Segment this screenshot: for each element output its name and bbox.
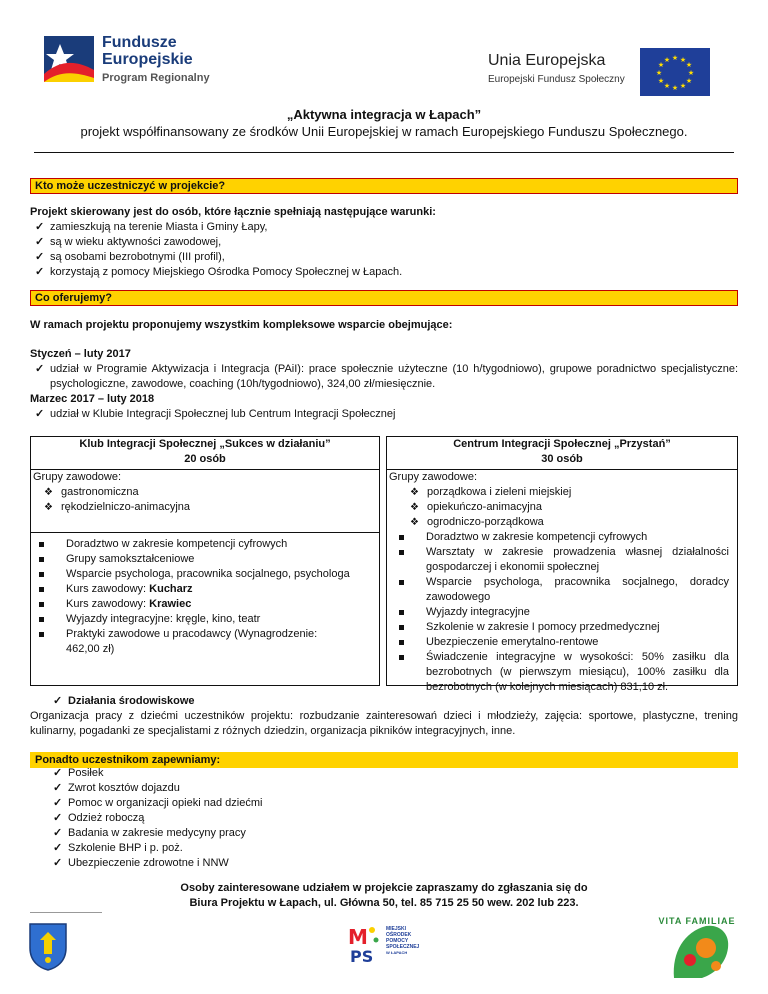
svg-text:★: ★ <box>687 69 695 77</box>
cis-groups-label: Grupy zawodowe: <box>389 471 478 483</box>
list-item: Wyjazdy integracyjne: kręgle, kino, teatr <box>31 612 363 627</box>
list-item: ✓ Posiłek <box>48 766 648 781</box>
mops-line: SPOŁECZNEJ <box>386 944 420 950</box>
env-heading: ✓ Działania środowiskowe <box>48 694 738 709</box>
list-item: Wyjazdy integracyjne <box>391 605 729 620</box>
footer-line2: Biura Projektu w Łapach, ul. Główna 50, tel. 85 715 25 50 wew. 202 lub 223. <box>189 897 579 909</box>
period1-list <box>30 362 738 392</box>
cis-title: Centrum Integracji Społecznej „Przystań” <box>453 438 671 450</box>
list-item <box>31 582 363 597</box>
provide-heading: Ponadto uczestnikom zapewniamy: <box>30 752 738 768</box>
list-item: ✓ Ubezpieczenie zdrowotne i NNW <box>48 856 648 871</box>
period2-list <box>30 407 738 422</box>
svg-text:M: M <box>348 925 368 949</box>
kurs2-value: Krawiec <box>149 598 192 610</box>
list-item <box>31 597 363 612</box>
project-subtitle: projekt współfinansowany ze środków Unii Europejskiej w ramach Europejskiego Funduszu Społecznego. <box>80 124 688 139</box>
mops-line: POMOCY <box>386 938 409 944</box>
env-list <box>48 694 738 709</box>
list-item: ✓ są w wieku aktywności zawodowej, <box>30 235 730 250</box>
svg-text:★: ★ <box>685 77 693 85</box>
list-item: ✓ Badania w zakresie medycyny pracy <box>48 826 648 841</box>
list-item: ✓ udział w Klubie Integracji Społecznej lub Centrum Integracji Społecznej <box>30 407 738 422</box>
fe-logo-line2: Europejskie <box>102 51 193 68</box>
cis-header <box>387 437 737 470</box>
svg-text:★: ★ <box>685 61 693 69</box>
kis-groups-label: Grupy zawodowe: <box>33 471 122 483</box>
list-item: Warsztaty w zakresie prowadzenia własnej działalności gospodarczej i ekonomii społecznej <box>391 545 729 575</box>
svg-text:★: ★ <box>657 61 665 69</box>
svg-text:★: ★ <box>671 84 679 92</box>
vita-familiae-logo <box>654 912 740 984</box>
kis-title: Klub Integracji Społecznej „Sukces w działaniu” <box>79 438 331 450</box>
list-item: Wsparcie psychologa, pracownika socjalnego, psychologa <box>31 567 363 582</box>
env-text: Organizacja pracy z dziećmi uczestników projektu: rozbudzanie zainteresowań dzieci i młodzieży, zajęcia: sportowe, plastyczne, trening kulinarny, pogadanki ze specjalistami z różnych dziedzin, organizacja pikników integracyjnych, inne. <box>30 710 738 737</box>
svg-text:★: ★ <box>663 82 671 90</box>
lapy-coat-of-arms-icon <box>26 920 70 972</box>
mops-line: MIEJSKI <box>386 926 407 932</box>
list-item: ❖ porządkowa i zieleni miejskiej <box>381 485 735 500</box>
svg-text:PS: PS <box>350 947 374 966</box>
offer-heading: Co oferujemy? <box>30 290 738 306</box>
mops-emblem-icon <box>346 922 382 966</box>
list-item: Szkolenie w zakresie I pomocy przedmedycznej <box>391 620 729 635</box>
svg-text:★: ★ <box>657 77 665 85</box>
period1-label: Styczeń – luty 2017 <box>30 348 131 360</box>
period2-label: Marzec 2017 – luty 2018 <box>30 393 155 405</box>
list-item: Świadczenie integracyjne w wysokości: 50% zasiłku dla bezrobotnych (w pierwszym miesiącu), 100% zasiłku dla bezrobotnych (w kolejnych miesiącach) 831,10 zł. <box>391 650 729 695</box>
offer-intro: W ramach projektu proponujemy wszystkim kompleksowe wsparcie obejmujące: <box>30 319 453 331</box>
cis-count: 30 osób <box>541 453 583 465</box>
list-item: ❖ opiekuńczo-animacyjna <box>381 500 735 515</box>
who-intro: Projekt skierowany jest do osób, które łącznie spełniają następujące warunki: <box>30 206 436 218</box>
list-item: ✓ Odzież roboczą <box>48 811 648 826</box>
list-item: ❖ gastronomiczna <box>15 485 377 500</box>
list-item: ✓ Zwrot kosztów dojazdu <box>48 781 648 796</box>
footer-line1: Osoby zainteresowane udziałem w projekcie zapraszamy do zgłaszania się do <box>180 882 588 894</box>
mops-logo <box>346 922 436 968</box>
fundusze-europejskie-emblem-icon <box>40 30 98 88</box>
who-conditions <box>30 220 730 280</box>
list-item: ✓ Szkolenie BHP i p. poż. <box>48 841 648 856</box>
list-item: Praktyki zawodowe u pracodawcy (Wynagrodzenie: 462,00 zł) <box>31 627 363 657</box>
mops-line: W ŁAPACH <box>386 950 408 955</box>
list-item: ❖ rękodzielniczo-animacyjna <box>15 500 377 515</box>
svg-text:★: ★ <box>655 69 663 77</box>
who-heading: Kto może uczestniczyć w projekcie? <box>30 178 738 194</box>
kis-count: 20 osób <box>184 453 226 465</box>
list-item: ✓ są osobami bezrobotnymi (III profil), <box>30 250 730 265</box>
cis-items <box>391 530 729 695</box>
project-title: „Aktywna integracja w Łapach” <box>286 107 482 122</box>
list-item: ❖ ogrodniczo-porządkowa <box>381 515 735 530</box>
list-item: Wsparcie psychologa, pracownika socjalnego, doradcy zawodowego <box>391 575 729 605</box>
title-divider <box>34 152 734 153</box>
svg-text:★: ★ <box>679 82 687 90</box>
svg-text:★: ★ <box>671 54 679 62</box>
kis-groups <box>15 485 377 515</box>
kurs2-label: Kurs zawodowy: <box>66 598 150 610</box>
fundusze-europejskie-logo <box>40 30 240 90</box>
svg-text:★: ★ <box>679 56 687 64</box>
kurs1-value: Kucharz <box>149 583 193 595</box>
kis-items <box>31 537 363 657</box>
kis-column <box>30 436 380 686</box>
list-item: Grupy samokształceniowe <box>31 552 363 567</box>
svg-text:★: ★ <box>663 56 671 64</box>
provide-list <box>48 766 648 871</box>
list-item: ✓ korzystają z pomocy Miejskiego Ośrodka Pomocy Społecznej w Łapach. <box>30 265 730 280</box>
list-item: Ubezpieczenie emerytalno-rentowe <box>391 635 729 650</box>
list-item: Doradztwo w zakresie kompetencji cyfrowych <box>31 537 363 552</box>
cis-column <box>386 436 738 693</box>
kis-divider <box>31 532 379 533</box>
list-item: Doradztwo w zakresie kompetencji cyfrowych <box>391 530 729 545</box>
ue-subtitle: Europejski Fundusz Społeczny <box>488 74 625 85</box>
fe-logo-line1: Fundusze <box>102 34 177 51</box>
eu-flag-icon <box>640 48 710 96</box>
list-item: ✓ Pomoc w organizacji opieki nad dziećmi <box>48 796 648 811</box>
cis-groups <box>381 485 735 530</box>
vita-familiae-text: VITA FAMILIAE <box>658 916 736 926</box>
fe-logo-line3: Program Regionalny <box>102 72 210 84</box>
list-item: ✓ udział w Programie Aktywizacja i Integracja (PAiI): prace społecznie użyteczne (10 h/tygodniowo), grupowe poradnictwo specjalistyczne: psychologiczne, zawodowe, coaching (10h/tygodniowo), 324,00 zł/miesięcznie. <box>30 362 738 392</box>
list-item: ✓ zamieszkują na terenie Miasta i Gminy Łapy, <box>30 220 730 235</box>
kurs1-label: Kurs zawodowy: <box>66 583 150 595</box>
footer-divider <box>30 912 102 913</box>
kis-header <box>31 437 379 470</box>
mops-line: OŚRODEK <box>386 932 412 938</box>
ue-title: Unia Europejska <box>488 52 606 69</box>
